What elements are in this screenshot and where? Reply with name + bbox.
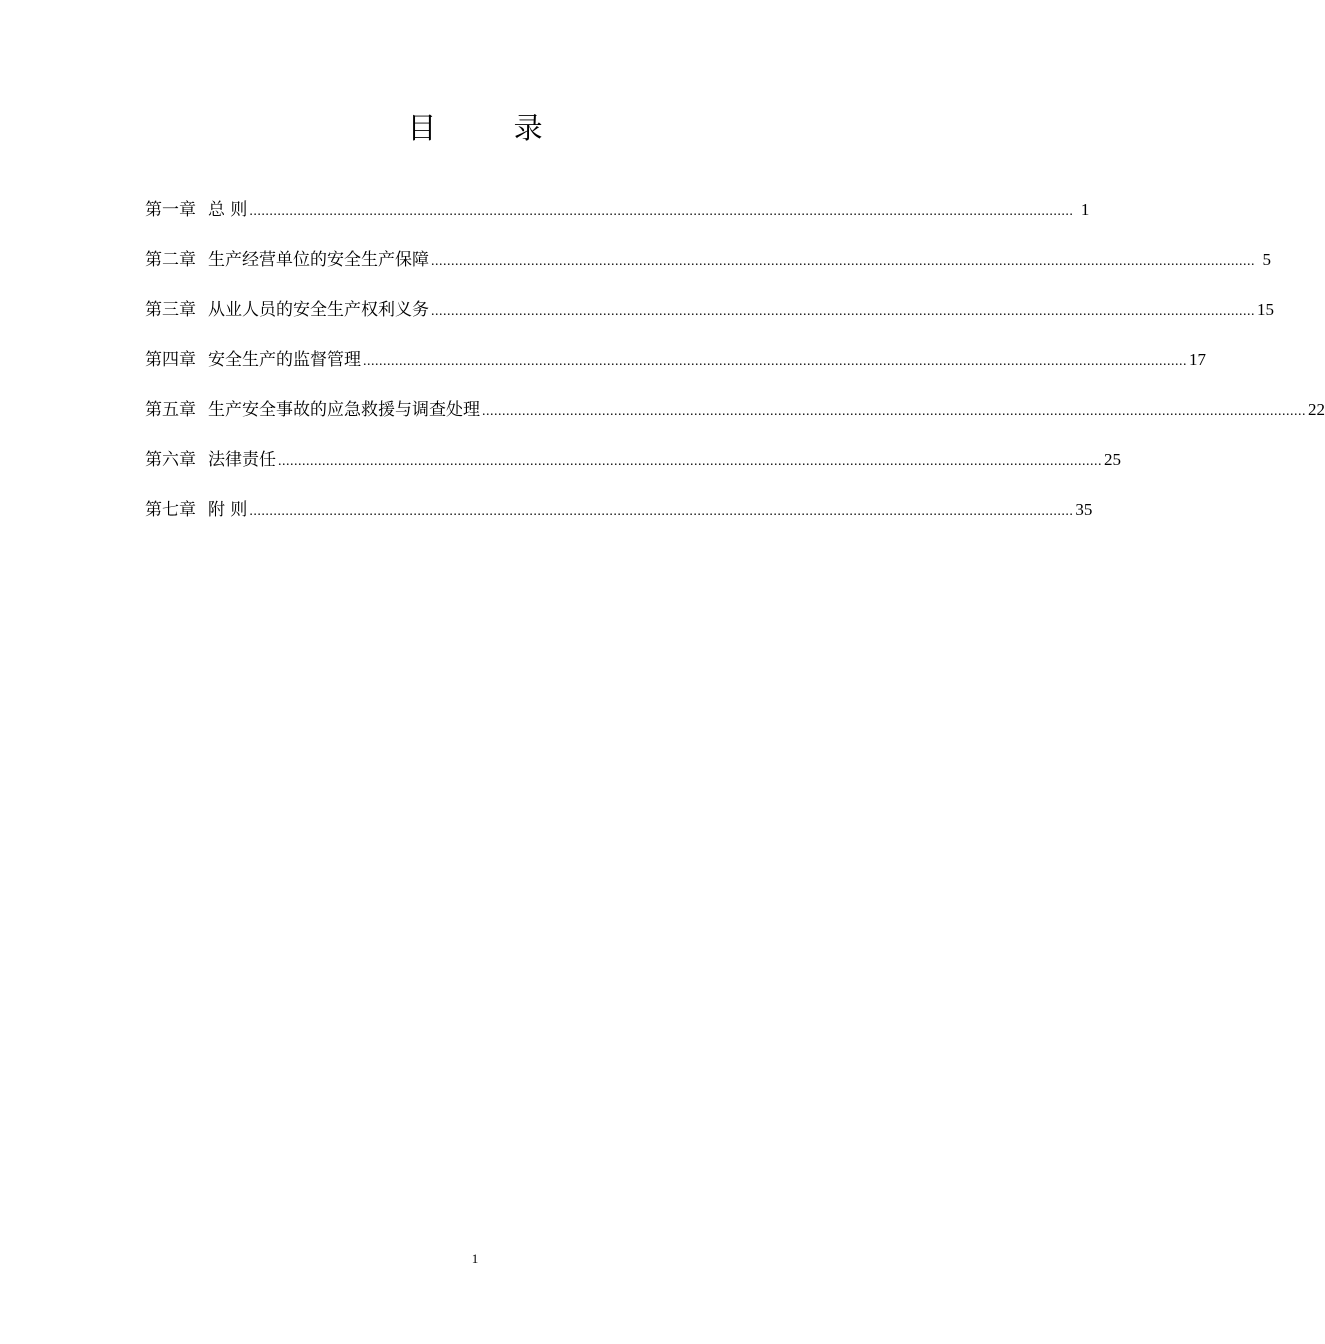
- toc-leader-dots: ..............................................................................................................................................................................................................: [249, 504, 1074, 519]
- toc-page-number: 22: [1308, 400, 1325, 419]
- toc-page-number: 17: [1189, 350, 1206, 369]
- toc-leader-dots: ..............................................................................................................................................................................................................: [278, 454, 1102, 469]
- toc-entry[interactable]: [145, 446, 1121, 496]
- toc-entry[interactable]: [145, 346, 1206, 396]
- toc-entry[interactable]: [145, 496, 1093, 546]
- toc-chapter-title: 法律责任: [208, 450, 276, 470]
- toc-chapter-number: 第一章: [145, 200, 196, 220]
- toc-entry[interactable]: [145, 296, 1274, 346]
- toc-leader-dots: ..............................................................................................................................................................................................................: [482, 404, 1306, 419]
- toc-page-number: 1: [1080, 200, 1090, 219]
- toc-chapter-number: 第七章: [145, 500, 196, 520]
- toc-entry[interactable]: [145, 246, 1271, 296]
- toc-entry[interactable]: [145, 196, 1090, 246]
- page-footer-number: 1: [471, 1251, 479, 1266]
- table-of-contents: [145, 196, 1325, 546]
- toc-chapter-number: 第二章: [145, 250, 196, 270]
- toc-leader-dots: ..............................................................................................................................................................................................................: [249, 204, 1074, 219]
- toc-leader-dots: ..............................................................................................................................................................................................................: [431, 254, 1255, 269]
- toc-page-number: 5: [1262, 250, 1271, 269]
- toc-chapter-number: 第三章: [145, 300, 196, 320]
- toc-page-number: 15: [1257, 300, 1274, 319]
- toc-chapter-title: 生产安全事故的应急救援与调查处理: [208, 400, 480, 420]
- toc-leader-dots: ..............................................................................................................................................................................................................: [431, 304, 1255, 319]
- toc-page-number: 25: [1104, 450, 1121, 469]
- toc-leader-dots: ..............................................................................................................................................................................................................: [363, 354, 1187, 369]
- toc-chapter-title: 附 则: [208, 500, 248, 520]
- toc-entry[interactable]: [145, 396, 1325, 446]
- toc-heading: 目 录: [407, 111, 577, 145]
- toc-chapter-title: 从业人员的安全生产权利义务: [208, 300, 429, 320]
- toc-page-number: 35: [1075, 500, 1093, 519]
- toc-chapter-number: 第六章: [145, 450, 196, 470]
- toc-chapter-number: 第五章: [145, 400, 196, 420]
- toc-chapter-number: 第四章: [145, 350, 196, 370]
- toc-chapter-title: 总 则: [208, 200, 248, 220]
- toc-chapter-title: 生产经营单位的安全生产保障: [208, 250, 429, 270]
- toc-chapter-title: 安全生产的监督管理: [208, 350, 361, 370]
